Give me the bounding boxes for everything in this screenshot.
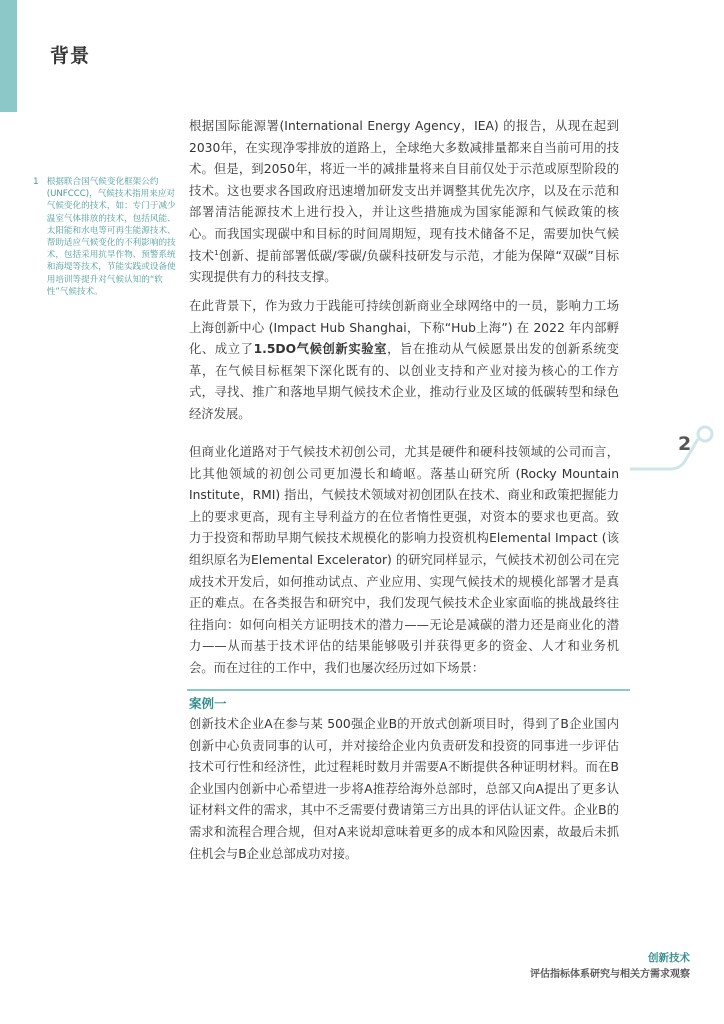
paragraph-2 (189, 296, 619, 426)
page-number: 2 (678, 433, 692, 455)
case-title: 案例一 (189, 696, 227, 711)
side-accent-bar (0, 0, 17, 112)
footnote-ref[interactable]: 1 (214, 248, 219, 257)
paragraph-1 (189, 116, 619, 289)
case-divider (187, 689, 630, 691)
footnote-number: 1 (33, 177, 39, 187)
paragraph-1-text-a: 根据国际能源署(International Energy Agency，IEA) 的报告，从现在起到2030年，在实现净零排放的道路上，全球绝大多数减排量都来自当前可用的技术。但是，到2050年，将近一半的减排量将来自目前仅处于示范或原型阶段的技术。这也要求各国政府迅速增加研发支出并调整其优先次序，以及在示范和部署清洁能源技术上进行投入，并让这些措施成为国家能源和气候政策的核心。而我国实现碳中和目标的时间周期短，现有技术储备不足，需要加快气候技术 (189, 119, 619, 263)
section-heading: 背景 (50, 45, 91, 67)
footnote-text: 根据联合国气候变化框架公约(UNFCCC)，气候技术指用来应对气候变化的技术，如：专门于减少温室气体排放的技术，包括风能、太阳能和水电等可再生能源技术、帮助适应气候变化的不利影响的技术，包括采用抗旱作物、预警系统和海堤等技术，节能实践或设备使用培训等提升对气候认知的“软性”气候技术。 (46, 177, 176, 297)
decorative-line-icon (630, 425, 724, 485)
case-paragraph: 创新技术企业A在参与某 500强企业B的开放式创新项目时，得到了B企业国内创新中心负责同事的认可，并对接给企业内负责研发和投资的同事进一步评估技术可行性和经济性，此过程耗时数月并需要A不断提供各种证明材料。而在B企业国内创新中心希望进一步将A推荐给海外总部时，总部又向A提出了更多认证材料文件的需求，其中不乏需要付费请第三方出具的评估认证文件。企业B的需求和流程合理合规，但对A来说却意味着更多的成本和风险因素，故最后未抓住机会与B企业总部成功对接。 (189, 717, 619, 861)
paragraph-3: 但商业化道路对于气候技术初创公司，尤其是硬件和硬科技领域的公司而言，比其他领域的初创公司更加漫长和崎岖。落基山研究所 (Rocky Mountain Institute，RMI) 指出，气候技术领域对初创团队在技术、商业和政策把握能力上的要求更高，现有主导利益方的在位者惰性更强，对资本的要求也更高。致力于投资和帮助早期气候技术规模化的影响力投资机构Elemental Impact (该组织原名为Elemental Excelerator) 的研究同样显示，气候技术初创公司在完成技术开发后，如何推动试点、产业应用、实现气候技术的规模化部署才是真正的难点。在各类报告和研究中，我们发现气候技术企业家面临的挑战最终往往指向：如何向相关方证明技术的潜力——无论是减碳的潜力还是商业化的潜力——从而基于技术评估的结果能够吸引并获得更多的资金、人才和业务机会。而在过往的工作中，我们也屡次经历过如下场景： (189, 445, 619, 675)
paragraph-1-text-b: 创新、提前部署低碳/零碳/负碳科技研发与示范，才能为保障“双碳”目标实现提供有力的科技支撑。 (189, 248, 619, 285)
paragraph-2-text-b: ，旨在推动从气候愿景出发的创新系统变革，在气候目标框架下深化既有的、以创业支持和产业对接为核心的工作方式，寻找、推广和落地早期气候技术企业，推动行业及区域的低碳转型和绿色经济发展。 (189, 342, 619, 421)
lab-name: 1.5DO气候创新实验室 (253, 342, 388, 357)
paragraph-2-text-a: 在此背景下，作为致力于践能可持续创新商业全球网络中的一员，影响力工场上海创新中心 (Impact Hub Shanghai，下称“Hub上海”) 在 2022 年内部孵化、成立了 (189, 299, 619, 357)
footer-subtitle: 评估指标体系研究与相关方需求观察 (530, 969, 690, 980)
footer-title: 创新技术 (648, 952, 690, 964)
footnote (33, 176, 178, 298)
